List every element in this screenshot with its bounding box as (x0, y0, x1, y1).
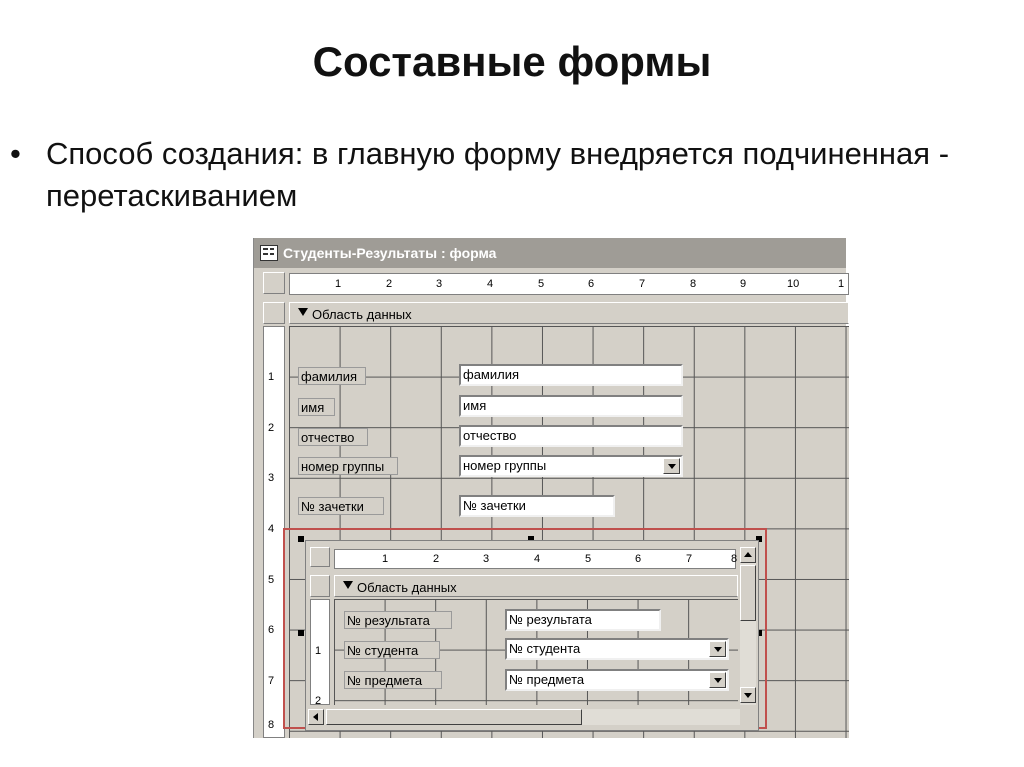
ruler-number: 1 (335, 278, 342, 290)
combo-dropdown-icon[interactable] (663, 458, 680, 474)
label-nomer-predmeta[interactable]: № предмета (344, 671, 442, 689)
window-titlebar[interactable] (254, 238, 846, 268)
vruler-number: 4 (268, 523, 275, 535)
section-label: Область данных (312, 307, 412, 322)
combo-dropdown-icon[interactable] (709, 641, 726, 657)
vruler-number: 3 (268, 472, 275, 484)
ruler-number: 7 (639, 278, 646, 290)
vruler-number: 6 (268, 624, 275, 636)
vruler-number: 1 (268, 371, 275, 383)
label-nomer-gruppy[interactable]: номер группы (298, 457, 398, 475)
ruler-number: 3 (483, 553, 490, 565)
field-nomer-zachetki[interactable]: № зачетки (459, 495, 615, 517)
combo-nomer-predmeta[interactable] (505, 669, 729, 691)
combo-value: номер группы (463, 458, 547, 473)
subform-window[interactable] (305, 540, 759, 731)
scroll-down-icon[interactable] (740, 687, 756, 703)
ruler-number: 2 (386, 278, 393, 290)
ruler-number: 1 (382, 553, 389, 565)
section-selector[interactable] (263, 302, 285, 324)
resize-handle[interactable] (298, 536, 304, 542)
combo-dropdown-icon[interactable] (709, 672, 726, 688)
sub-ruler-corner[interactable] (310, 547, 330, 567)
ruler-number: 8 (690, 278, 697, 290)
ruler-corner[interactable] (263, 272, 285, 294)
ruler-number: 4 (534, 553, 541, 565)
label-imya[interactable]: имя (298, 398, 335, 416)
form-design-icon (260, 245, 278, 261)
ruler-number: 9 (740, 278, 747, 290)
scroll-left-icon[interactable] (308, 709, 324, 725)
ruler-number: 1 (838, 278, 845, 290)
vruler-number: 2 (315, 695, 322, 707)
label-nomer-rezultata[interactable]: № результата (344, 611, 452, 629)
combo-nomer-gruppy[interactable] (459, 455, 683, 477)
vertical-scroll-thumb[interactable] (740, 565, 756, 621)
ruler-number: 10 (787, 278, 800, 290)
ruler-number: 5 (585, 553, 592, 565)
field-nomer-rezultata[interactable]: № результата (505, 609, 661, 631)
vruler-number: 5 (268, 574, 275, 586)
vruler-number: 2 (268, 422, 275, 434)
section-arrow-icon (298, 308, 308, 316)
ruler-number: 7 (686, 553, 693, 565)
horizontal-ruler (289, 273, 849, 295)
ruler-number: 6 (588, 278, 595, 290)
section-label: Область данных (357, 580, 457, 595)
ruler-number: 2 (433, 553, 440, 565)
label-nomer-zachetki[interactable]: № зачетки (298, 497, 384, 515)
sub-horizontal-ruler (334, 549, 736, 569)
slide-title: Составные формы (312, 38, 712, 85)
section-arrow-icon (343, 581, 353, 589)
field-otchestvo[interactable]: отчество (459, 425, 683, 447)
combo-value: № студента (509, 641, 581, 656)
bullet-marker: • (10, 136, 21, 171)
field-imya[interactable]: имя (459, 395, 683, 417)
sub-vertical-ruler (310, 599, 330, 705)
vruler-number: 7 (268, 675, 275, 687)
detail-section-bar[interactable] (289, 302, 849, 324)
ruler-number: 5 (538, 278, 545, 290)
label-nomer-studenta[interactable]: № студента (344, 641, 440, 659)
sub-section-selector[interactable] (310, 575, 330, 597)
combo-value: № предмета (509, 672, 585, 687)
ruler-number: 8 (731, 553, 738, 565)
combo-nomer-studenta[interactable] (505, 638, 729, 660)
horizontal-scroll-thumb[interactable] (326, 709, 582, 725)
label-otchestvo[interactable]: отчество (298, 428, 368, 446)
ruler-number: 4 (487, 278, 494, 290)
scroll-up-icon[interactable] (740, 547, 756, 563)
vruler-number: 1 (315, 645, 322, 657)
vertical-ruler (263, 326, 285, 738)
sub-detail-section-bar[interactable] (334, 575, 738, 597)
label-familiya[interactable]: фамилия (298, 367, 366, 385)
resize-handle[interactable] (298, 630, 304, 636)
bullet-text: Способ создания: в главную форму внедряется подчиненная - перетаскиванием (46, 136, 950, 213)
window-title: Студенты-Результаты : форма (283, 245, 497, 261)
ruler-number: 3 (436, 278, 443, 290)
ruler-number: 6 (635, 553, 642, 565)
field-familiya[interactable]: фамилия (459, 364, 683, 386)
vruler-number: 8 (268, 719, 275, 731)
